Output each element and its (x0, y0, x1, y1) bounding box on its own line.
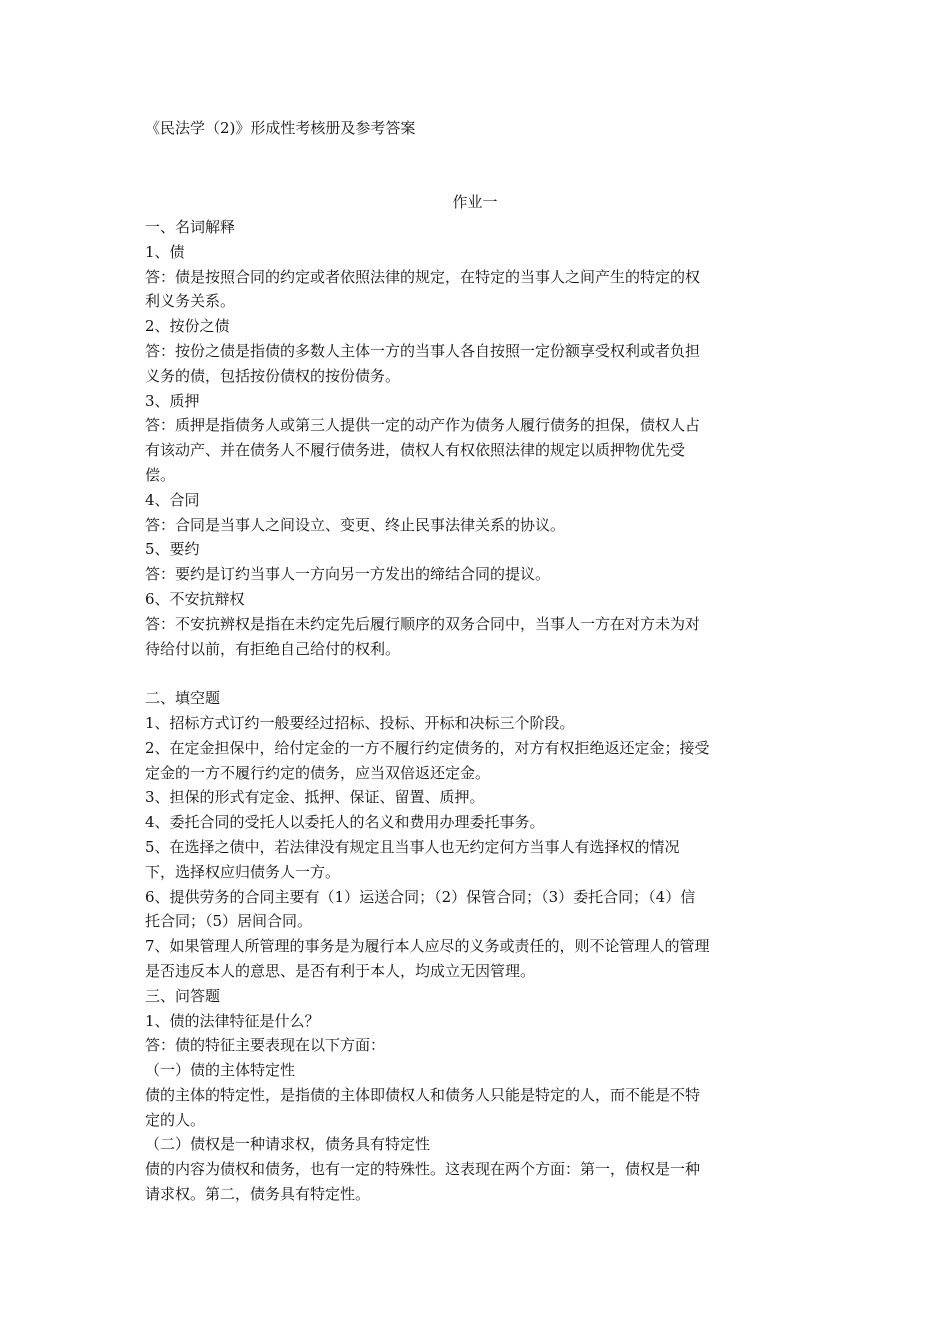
text-line: 答：合同是当事人之间设立、变更、终止民事法律关系的协议。 (145, 515, 566, 534)
text-line: 1、招标方式订约一般要经过招标、投标、开标和决标三个阶段。 (145, 713, 575, 732)
text-line: 答：不安抗辨权是指在未约定先后履行顺序的双务合同中，当事人一方在对方未为对 (145, 614, 701, 633)
text-line: 答：债的特征主要表现在以下方面： (145, 1036, 386, 1055)
text-line: 3、质押 (145, 391, 200, 410)
text-line: 利义务关系。 (145, 292, 236, 311)
text-line: 5、要约 (145, 540, 200, 559)
text-line: 是否违反本人的意思、是否有利于本人，均成立无因管理。 (145, 961, 536, 980)
text-line: 待给付以前，有拒绝自己给付的权利。 (145, 639, 401, 658)
text-line: 4、合同 (145, 490, 200, 509)
text-line: 债的主体的特定性，是指债的主体即债权人和债务人只能是特定的人，而不能是不特 (145, 1085, 701, 1104)
document-body (145, 215, 785, 1207)
text-line: 答：按份之债是指债的多数人主体一方的当事人各自按照一定份额享受权利或者负担 (145, 341, 701, 360)
assignment-title: 作业一 (452, 193, 498, 211)
text-line: 定的人。 (145, 1110, 206, 1129)
text-line: 二、填空题 (145, 689, 221, 708)
text-line: 有该动产、并在债务人不履行债务进，债权人有权依照法律的规定以质押物优先受 (145, 441, 686, 460)
text-line: 一、名词解释 (145, 218, 236, 236)
text-line: 2、在定金担保中，给付定金的一方不履行约定债务的，对方有权拒绝返还定金；接受 (145, 738, 710, 757)
text-line: 1、债的法律特征是什么？ (145, 1011, 320, 1030)
text-line: 三、问答题 (145, 986, 221, 1005)
text-line: 答：质押是指债务人或第三人提供一定的动产作为债务人履行债务的担保，债权人占 (145, 416, 701, 435)
text-line: 债的内容为债权和债务，也有一定的特殊性。这表现在两个方面：第一，债权是一种 (145, 1160, 701, 1179)
text-line: 1、债 (145, 242, 185, 261)
text-line: 偿。 (145, 465, 176, 484)
text-line: 答：债是按照合同的约定或者依照法律的规定，在特定的当事人之间产生的特定的权 (145, 267, 701, 286)
text-line: 3、担保的形式有定金、抵押、保证、留置、质押。 (145, 788, 485, 807)
text-line: 2、按份之债 (145, 317, 230, 336)
text-line: 请求权。第二，债务具有特定性。 (145, 1185, 371, 1204)
blank-line (145, 661, 785, 686)
text-line: （二）债权是一种请求权，债务具有特定性 (145, 1135, 431, 1154)
text-line: 义务的债，包括按份债权的按份债务。 (145, 366, 401, 385)
text-line: 7、如果管理人所管理的事务是为履行本人应尽的义务或责任的，则不论管理人的管理 (145, 937, 710, 956)
text-line: 托合同；（5）居间合同。 (145, 912, 313, 931)
text-line: 6、不安抗辩权 (145, 589, 245, 608)
text-line: 下，选择权应归债务人一方。 (145, 862, 341, 881)
text-line: 6、提供劳务的合同主要有（1）运送合同；（2）保管合同；（3）委托合同；（4）信 (145, 887, 696, 906)
document-title: 《民法学（2)》形成性考核册及参考答案 (145, 119, 416, 137)
text-line: 答：要约是订约当事人一方向另一方发出的缔结合同的提议。 (145, 565, 551, 584)
text-line: （一）债的主体特定性 (145, 1061, 296, 1080)
text-line: 定金的一方不履行约定的债务，应当双倍返还定金。 (145, 763, 491, 782)
text-line: 4、委托合同的受托人以委托人的名义和费用办理委托事务。 (145, 813, 545, 832)
text-line: 5、在选择之债中，若法律没有规定且当事人也无约定何方当事人有选择权的情况 (145, 837, 680, 856)
